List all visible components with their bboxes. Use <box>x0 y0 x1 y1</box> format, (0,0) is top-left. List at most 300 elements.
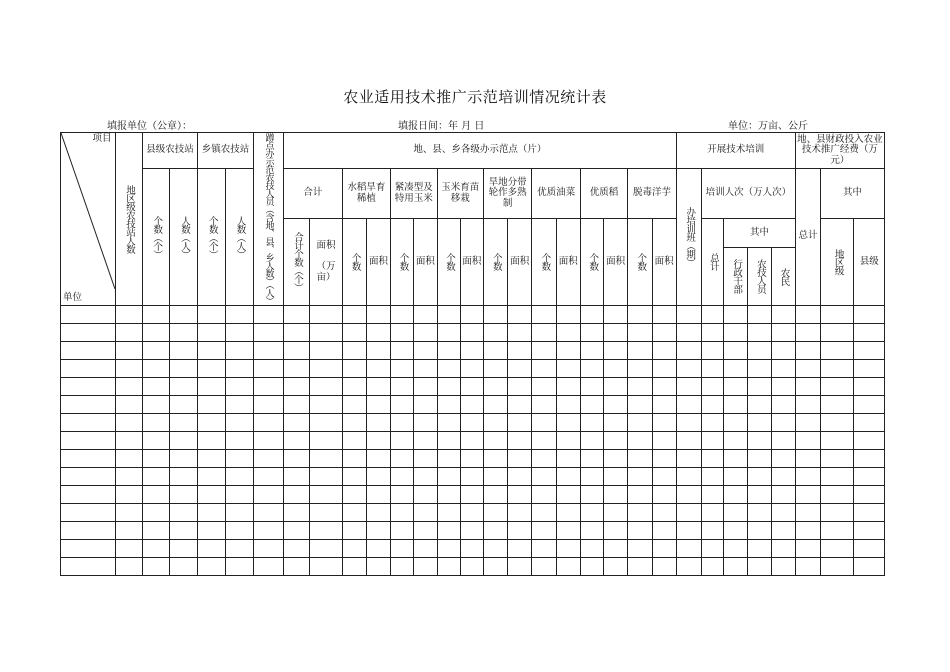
table-cell[interactable] <box>342 485 366 503</box>
table-cell[interactable] <box>115 557 142 575</box>
table-cell[interactable] <box>253 359 283 377</box>
table-cell[interactable] <box>460 449 483 467</box>
table-cell[interactable] <box>556 395 580 413</box>
table-cell[interactable] <box>652 359 676 377</box>
table-cell[interactable] <box>580 377 603 395</box>
table-cell[interactable] <box>580 539 603 557</box>
table-cell[interactable] <box>795 413 820 431</box>
table-cell[interactable] <box>483 377 507 395</box>
table-cell[interactable] <box>652 413 676 431</box>
table-cell[interactable] <box>310 485 342 503</box>
table-cell[interactable] <box>854 305 885 323</box>
table-cell[interactable] <box>460 539 483 557</box>
table-cell[interactable] <box>414 323 437 341</box>
table-cell[interactable] <box>676 431 701 449</box>
table-cell[interactable] <box>115 467 142 485</box>
table-cell[interactable] <box>253 539 283 557</box>
table-cell[interactable] <box>854 431 885 449</box>
table-cell[interactable] <box>142 521 169 539</box>
table-cell[interactable] <box>795 359 820 377</box>
table-cell[interactable] <box>115 305 142 323</box>
table-cell[interactable] <box>115 359 142 377</box>
table-cell[interactable] <box>414 557 437 575</box>
table-cell[interactable] <box>508 377 532 395</box>
table-cell[interactable] <box>391 305 414 323</box>
table-cell[interactable] <box>253 395 283 413</box>
table-cell[interactable] <box>198 359 225 377</box>
table-cell[interactable] <box>701 377 723 395</box>
table-cell[interactable] <box>532 449 556 467</box>
table-cell[interactable] <box>198 467 225 485</box>
table-cell[interactable] <box>284 539 310 557</box>
table-cell[interactable] <box>628 467 652 485</box>
table-cell[interactable] <box>170 395 198 413</box>
table-cell[interactable] <box>701 557 723 575</box>
table-cell[interactable] <box>556 377 580 395</box>
table-cell[interactable] <box>142 305 169 323</box>
table-cell[interactable] <box>652 431 676 449</box>
table-cell[interactable] <box>771 467 795 485</box>
table-cell[interactable] <box>366 503 390 521</box>
table-cell[interactable] <box>628 359 652 377</box>
table-cell[interactable] <box>748 413 771 431</box>
table-cell[interactable] <box>795 557 820 575</box>
table-cell[interactable] <box>701 359 723 377</box>
table-cell[interactable] <box>460 557 483 575</box>
table-cell[interactable] <box>652 485 676 503</box>
table-cell[interactable] <box>460 485 483 503</box>
table-cell[interactable] <box>284 431 310 449</box>
table-cell[interactable] <box>771 413 795 431</box>
table-cell[interactable] <box>225 503 253 521</box>
table-cell[interactable] <box>532 413 556 431</box>
table-cell[interactable] <box>556 413 580 431</box>
table-cell[interactable] <box>225 449 253 467</box>
table-cell[interactable] <box>414 467 437 485</box>
table-cell[interactable] <box>253 467 283 485</box>
table-cell[interactable] <box>391 557 414 575</box>
table-cell[interactable] <box>391 323 414 341</box>
table-cell[interactable] <box>284 557 310 575</box>
table-cell[interactable] <box>724 467 748 485</box>
table-cell[interactable] <box>854 503 885 521</box>
table-cell[interactable] <box>391 449 414 467</box>
table-cell[interactable] <box>414 503 437 521</box>
table-cell[interactable] <box>724 503 748 521</box>
table-cell[interactable] <box>676 485 701 503</box>
table-cell[interactable] <box>342 413 366 431</box>
table-cell[interactable] <box>284 341 310 359</box>
table-cell[interactable] <box>310 467 342 485</box>
table-cell[interactable] <box>310 503 342 521</box>
table-cell[interactable] <box>508 521 532 539</box>
table-cell[interactable] <box>724 323 748 341</box>
table-cell[interactable] <box>115 395 142 413</box>
table-cell[interactable] <box>225 557 253 575</box>
table-cell[interactable] <box>628 305 652 323</box>
table-cell[interactable] <box>701 521 723 539</box>
table-cell[interactable] <box>460 431 483 449</box>
table-cell[interactable] <box>115 503 142 521</box>
table-cell[interactable] <box>142 377 169 395</box>
table-cell[interactable] <box>437 413 460 431</box>
table-cell[interactable] <box>342 377 366 395</box>
table-cell[interactable] <box>771 431 795 449</box>
table-cell[interactable] <box>460 341 483 359</box>
table-cell[interactable] <box>580 395 603 413</box>
table-cell[interactable] <box>628 341 652 359</box>
table-cell[interactable] <box>61 521 116 539</box>
table-cell[interactable] <box>508 539 532 557</box>
table-cell[interactable] <box>580 521 603 539</box>
table-cell[interactable] <box>342 395 366 413</box>
table-cell[interactable] <box>414 305 437 323</box>
table-cell[interactable] <box>342 557 366 575</box>
table-cell[interactable] <box>366 413 390 431</box>
table-cell[interactable] <box>483 467 507 485</box>
table-cell[interactable] <box>253 503 283 521</box>
table-cell[interactable] <box>854 323 885 341</box>
table-cell[interactable] <box>701 539 723 557</box>
table-cell[interactable] <box>508 341 532 359</box>
table-cell[interactable] <box>724 449 748 467</box>
table-cell[interactable] <box>366 359 390 377</box>
table-cell[interactable] <box>580 305 603 323</box>
table-cell[interactable] <box>771 449 795 467</box>
table-cell[interactable] <box>115 539 142 557</box>
table-cell[interactable] <box>115 431 142 449</box>
table-cell[interactable] <box>366 323 390 341</box>
table-cell[interactable] <box>628 539 652 557</box>
table-cell[interactable] <box>142 449 169 467</box>
table-cell[interactable] <box>253 485 283 503</box>
table-cell[interactable] <box>414 377 437 395</box>
table-cell[interactable] <box>437 341 460 359</box>
table-cell[interactable] <box>676 305 701 323</box>
table-cell[interactable] <box>437 467 460 485</box>
table-cell[interactable] <box>366 395 390 413</box>
table-cell[interactable] <box>253 557 283 575</box>
table-cell[interactable] <box>556 431 580 449</box>
table-cell[interactable] <box>724 305 748 323</box>
table-cell[interactable] <box>437 359 460 377</box>
table-cell[interactable] <box>676 449 701 467</box>
table-cell[interactable] <box>310 431 342 449</box>
table-cell[interactable] <box>115 449 142 467</box>
table-cell[interactable] <box>483 431 507 449</box>
table-cell[interactable] <box>170 359 198 377</box>
table-cell[interactable] <box>310 323 342 341</box>
table-cell[interactable] <box>342 431 366 449</box>
table-cell[interactable] <box>170 377 198 395</box>
table-cell[interactable] <box>198 557 225 575</box>
table-cell[interactable] <box>508 413 532 431</box>
table-cell[interactable] <box>342 359 366 377</box>
table-cell[interactable] <box>676 503 701 521</box>
table-cell[interactable] <box>854 557 885 575</box>
table-cell[interactable] <box>771 395 795 413</box>
table-cell[interactable] <box>676 521 701 539</box>
table-cell[interactable] <box>580 359 603 377</box>
table-cell[interactable] <box>225 413 253 431</box>
table-cell[interactable] <box>508 557 532 575</box>
table-cell[interactable] <box>795 503 820 521</box>
table-cell[interactable] <box>771 521 795 539</box>
table-cell[interactable] <box>61 341 116 359</box>
table-cell[interactable] <box>724 395 748 413</box>
table-cell[interactable] <box>366 557 390 575</box>
table-cell[interactable] <box>821 395 854 413</box>
table-cell[interactable] <box>198 503 225 521</box>
table-cell[interactable] <box>748 323 771 341</box>
table-cell[interactable] <box>253 377 283 395</box>
table-cell[interactable] <box>652 341 676 359</box>
table-cell[interactable] <box>676 341 701 359</box>
table-cell[interactable] <box>628 449 652 467</box>
table-cell[interactable] <box>795 431 820 449</box>
table-cell[interactable] <box>284 467 310 485</box>
table-cell[interactable] <box>483 557 507 575</box>
table-cell[interactable] <box>310 521 342 539</box>
table-cell[interactable] <box>821 539 854 557</box>
table-cell[interactable] <box>310 539 342 557</box>
table-cell[interactable] <box>460 395 483 413</box>
table-cell[interactable] <box>391 377 414 395</box>
table-cell[interactable] <box>652 449 676 467</box>
table-cell[interactable] <box>724 431 748 449</box>
table-cell[interactable] <box>604 449 628 467</box>
table-cell[interactable] <box>366 485 390 503</box>
table-cell[interactable] <box>676 323 701 341</box>
table-cell[interactable] <box>604 557 628 575</box>
table-cell[interactable] <box>604 323 628 341</box>
table-cell[interactable] <box>821 485 854 503</box>
table-cell[interactable] <box>391 413 414 431</box>
table-cell[interactable] <box>771 485 795 503</box>
table-cell[interactable] <box>142 503 169 521</box>
table-cell[interactable] <box>391 521 414 539</box>
table-cell[interactable] <box>170 323 198 341</box>
table-cell[interactable] <box>366 521 390 539</box>
table-cell[interactable] <box>580 557 603 575</box>
table-cell[interactable] <box>253 341 283 359</box>
table-cell[interactable] <box>532 467 556 485</box>
table-cell[interactable] <box>724 539 748 557</box>
table-cell[interactable] <box>724 341 748 359</box>
table-cell[interactable] <box>854 449 885 467</box>
table-cell[interactable] <box>580 449 603 467</box>
table-cell[interactable] <box>142 485 169 503</box>
table-cell[interactable] <box>508 323 532 341</box>
table-cell[interactable] <box>225 521 253 539</box>
table-cell[interactable] <box>771 557 795 575</box>
table-cell[interactable] <box>652 521 676 539</box>
table-cell[interactable] <box>391 539 414 557</box>
table-cell[interactable] <box>115 341 142 359</box>
table-cell[interactable] <box>284 503 310 521</box>
table-cell[interactable] <box>142 413 169 431</box>
table-cell[interactable] <box>198 485 225 503</box>
table-cell[interactable] <box>652 395 676 413</box>
table-cell[interactable] <box>142 557 169 575</box>
table-cell[interactable] <box>414 413 437 431</box>
table-cell[interactable] <box>771 377 795 395</box>
table-cell[interactable] <box>115 413 142 431</box>
table-cell[interactable] <box>198 521 225 539</box>
table-cell[interactable] <box>795 323 820 341</box>
table-cell[interactable] <box>198 539 225 557</box>
table-cell[interactable] <box>821 467 854 485</box>
table-cell[interactable] <box>391 395 414 413</box>
table-cell[interactable] <box>580 485 603 503</box>
table-cell[interactable] <box>170 341 198 359</box>
table-cell[interactable] <box>310 395 342 413</box>
table-cell[interactable] <box>310 305 342 323</box>
table-cell[interactable] <box>483 395 507 413</box>
table-cell[interactable] <box>460 467 483 485</box>
table-cell[interactable] <box>198 431 225 449</box>
table-cell[interactable] <box>676 539 701 557</box>
table-cell[interactable] <box>170 539 198 557</box>
table-cell[interactable] <box>414 395 437 413</box>
table-cell[interactable] <box>748 377 771 395</box>
table-cell[interactable] <box>748 449 771 467</box>
table-cell[interactable] <box>170 413 198 431</box>
table-cell[interactable] <box>652 503 676 521</box>
table-cell[interactable] <box>284 395 310 413</box>
table-cell[interactable] <box>556 449 580 467</box>
table-cell[interactable] <box>854 395 885 413</box>
table-cell[interactable] <box>724 485 748 503</box>
table-cell[interactable] <box>724 377 748 395</box>
table-cell[interactable] <box>391 467 414 485</box>
table-cell[interactable] <box>628 521 652 539</box>
table-cell[interactable] <box>532 539 556 557</box>
table-cell[interactable] <box>701 449 723 467</box>
table-cell[interactable] <box>532 431 556 449</box>
table-cell[interactable] <box>391 485 414 503</box>
table-cell[interactable] <box>771 503 795 521</box>
table-cell[interactable] <box>225 377 253 395</box>
table-cell[interactable] <box>795 467 820 485</box>
table-cell[interactable] <box>795 377 820 395</box>
table-cell[interactable] <box>198 377 225 395</box>
table-cell[interactable] <box>701 431 723 449</box>
table-cell[interactable] <box>142 395 169 413</box>
table-cell[interactable] <box>170 503 198 521</box>
table-cell[interactable] <box>414 521 437 539</box>
table-cell[interactable] <box>284 377 310 395</box>
table-cell[interactable] <box>414 449 437 467</box>
table-cell[interactable] <box>724 413 748 431</box>
table-cell[interactable] <box>604 359 628 377</box>
table-cell[interactable] <box>795 521 820 539</box>
table-cell[interactable] <box>508 467 532 485</box>
table-cell[interactable] <box>556 305 580 323</box>
table-cell[interactable] <box>225 341 253 359</box>
table-cell[interactable] <box>437 485 460 503</box>
table-cell[interactable] <box>142 341 169 359</box>
table-cell[interactable] <box>628 413 652 431</box>
table-cell[interactable] <box>170 521 198 539</box>
table-cell[interactable] <box>170 485 198 503</box>
table-cell[interactable] <box>854 341 885 359</box>
table-cell[interactable] <box>532 377 556 395</box>
table-cell[interactable] <box>604 377 628 395</box>
table-cell[interactable] <box>771 341 795 359</box>
table-cell[interactable] <box>604 341 628 359</box>
table-cell[interactable] <box>198 413 225 431</box>
table-cell[interactable] <box>483 359 507 377</box>
table-cell[interactable] <box>170 305 198 323</box>
table-cell[interactable] <box>748 359 771 377</box>
table-cell[interactable] <box>771 305 795 323</box>
table-cell[interactable] <box>225 395 253 413</box>
table-cell[interactable] <box>580 467 603 485</box>
table-cell[interactable] <box>821 503 854 521</box>
table-cell[interactable] <box>198 305 225 323</box>
table-cell[interactable] <box>366 431 390 449</box>
table-cell[interactable] <box>854 539 885 557</box>
table-cell[interactable] <box>437 377 460 395</box>
table-cell[interactable] <box>652 557 676 575</box>
table-cell[interactable] <box>414 485 437 503</box>
table-cell[interactable] <box>821 521 854 539</box>
table-cell[interactable] <box>508 431 532 449</box>
table-cell[interactable] <box>61 503 116 521</box>
table-cell[interactable] <box>414 359 437 377</box>
table-cell[interactable] <box>342 467 366 485</box>
table-cell[interactable] <box>284 305 310 323</box>
table-cell[interactable] <box>483 521 507 539</box>
table-cell[interactable] <box>198 341 225 359</box>
table-cell[interactable] <box>115 521 142 539</box>
table-cell[interactable] <box>604 521 628 539</box>
table-cell[interactable] <box>437 539 460 557</box>
table-cell[interactable] <box>170 431 198 449</box>
table-cell[interactable] <box>284 521 310 539</box>
table-cell[interactable] <box>604 431 628 449</box>
table-cell[interactable] <box>483 413 507 431</box>
table-cell[interactable] <box>532 521 556 539</box>
table-cell[interactable] <box>854 413 885 431</box>
table-cell[interactable] <box>366 341 390 359</box>
table-cell[interactable] <box>253 449 283 467</box>
table-cell[interactable] <box>580 413 603 431</box>
table-cell[interactable] <box>115 377 142 395</box>
table-cell[interactable] <box>61 305 116 323</box>
table-cell[interactable] <box>748 467 771 485</box>
table-cell[interactable] <box>284 449 310 467</box>
table-cell[interactable] <box>628 377 652 395</box>
table-cell[interactable] <box>342 503 366 521</box>
table-cell[interactable] <box>310 413 342 431</box>
table-cell[interactable] <box>556 323 580 341</box>
table-cell[interactable] <box>460 305 483 323</box>
table-cell[interactable] <box>225 467 253 485</box>
table-cell[interactable] <box>701 413 723 431</box>
table-cell[interactable] <box>795 539 820 557</box>
table-cell[interactable] <box>342 449 366 467</box>
table-cell[interactable] <box>676 377 701 395</box>
table-cell[interactable] <box>604 467 628 485</box>
table-cell[interactable] <box>414 431 437 449</box>
table-cell[interactable] <box>821 449 854 467</box>
table-cell[interactable] <box>795 485 820 503</box>
table-cell[interactable] <box>556 485 580 503</box>
table-cell[interactable] <box>225 305 253 323</box>
table-cell[interactable] <box>366 305 390 323</box>
